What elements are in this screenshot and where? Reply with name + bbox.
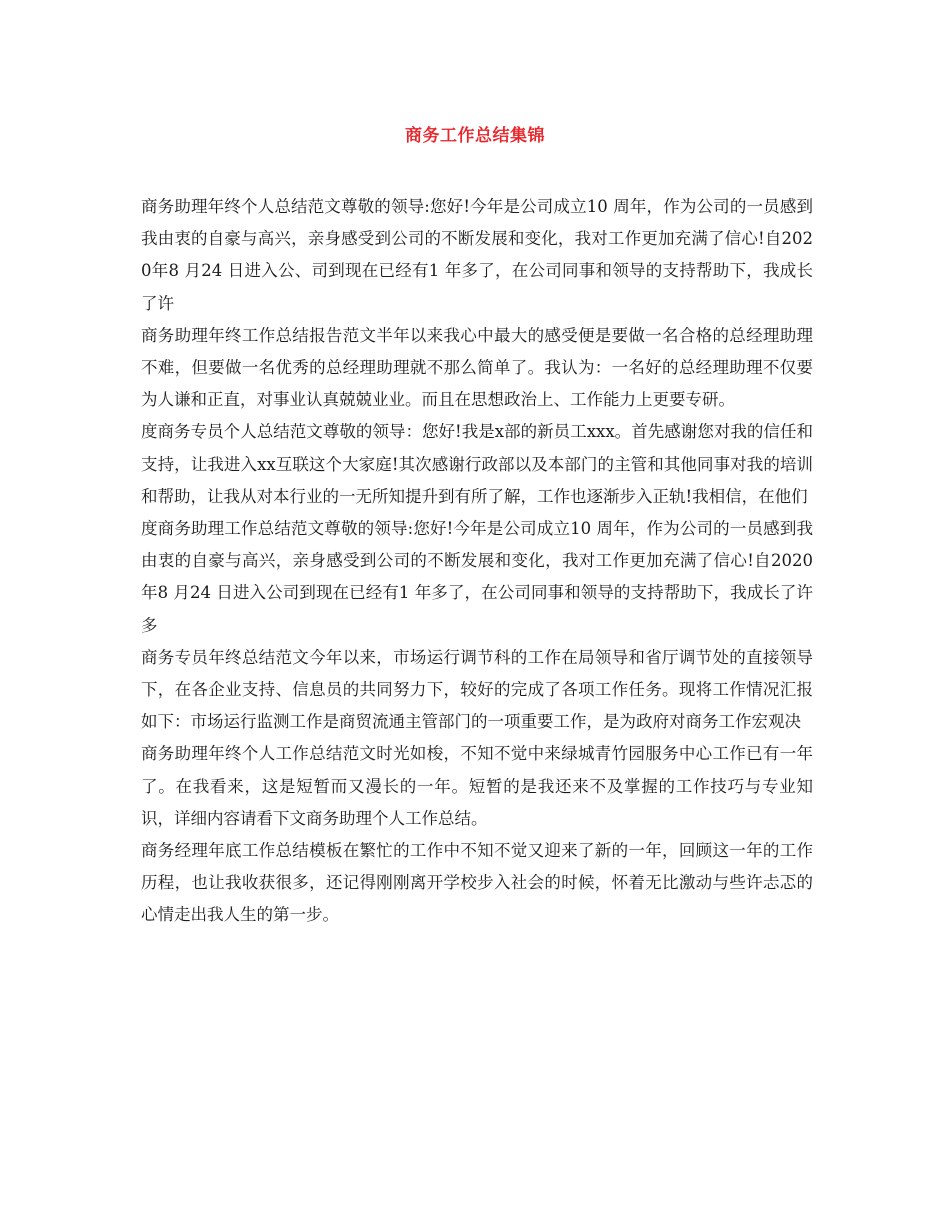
- paragraph-7: 商务经理年底工作总结模板在繁忙的工作中不知不觉又迎来了新的一年，回顾这一年的工作历程，也让我收获很多，还记得刚刚离开学校步入社会的时候，怀着无比激动与些许忐忑的心情走出我人生的第一步。: [141, 841, 813, 925]
- document-title: 商务工作总结集锦: [405, 126, 545, 146]
- paragraph-1: 商务助理年终个人总结范文尊敬的领导:您好!今年是公司成立10 周年，作为公司的一员感到我由衷的自豪与高兴，亲身感受到公司的不断发展和变化，我对工作更加充满了信心!自2020年8 月24 日进入公、司到现在已经有1 年多了，在公司同事和领导的支持帮助下，我成长了许: [141, 197, 813, 313]
- paragraph-2: 商务助理年终工作总结报告范文半年以来我心中最大的感受便是要做一名合格的总经理助理不难，但要做一名优秀的总经理助理就不那么简单了。我认为：一名好的总经理助理不仅要为人谦和正直，对事业认真兢兢业业。而且在思想政治上、工作能力上更要专研。: [141, 325, 813, 410]
- paragraph-5: 商务专员年终总结范文今年以来，市场运行调节科的工作在局领导和省厅调节处的直接领导下，在各企业支持、信息员的共同努力下，较好的完成了各项工作任务。现将工作情况汇报如下：市场运行监测工作是商贸流通主管部门的一项重要工作，是为政府对商务工作宏观决: [141, 647, 813, 732]
- paragraph-3: 度商务专员个人总结范文尊敬的领导：您好!我是x部的新员工xxx。首先感谢您对我的信任和支持，让我进入xx互联这个大家庭!其次感谢行政部以及本部门的主管和其他同事对我的培训和帮助，让我从对本行业的一无所知提升到有所了解，工作也逐渐步入正轨!我相信，在他们: [141, 422, 813, 506]
- paragraph-6: 商务助理年终个人工作总结范文时光如梭，不知不觉中来绿城青竹园服务中心工作已有一年了。在我看来，这是短暂而又漫长的一年。短暂的是我还来不及掌握的工作技巧与专业知识，详细内容请看下文商务助理个人工作总结。: [141, 744, 813, 828]
- paragraph-4: 度商务助理工作总结范文尊敬的领导:您好!今年是公司成立10 周年，作为公司的一员感到我由衷的自豪与高兴，亲身感受到公司的不断发展和变化，我对工作更加充满了信心!自2020年8 月24 日进入公司到现在已经有1 年多了，在公司同事和领导的支持帮助下，我成长了许多: [141, 519, 813, 635]
- document-body: [141, 191, 813, 932]
